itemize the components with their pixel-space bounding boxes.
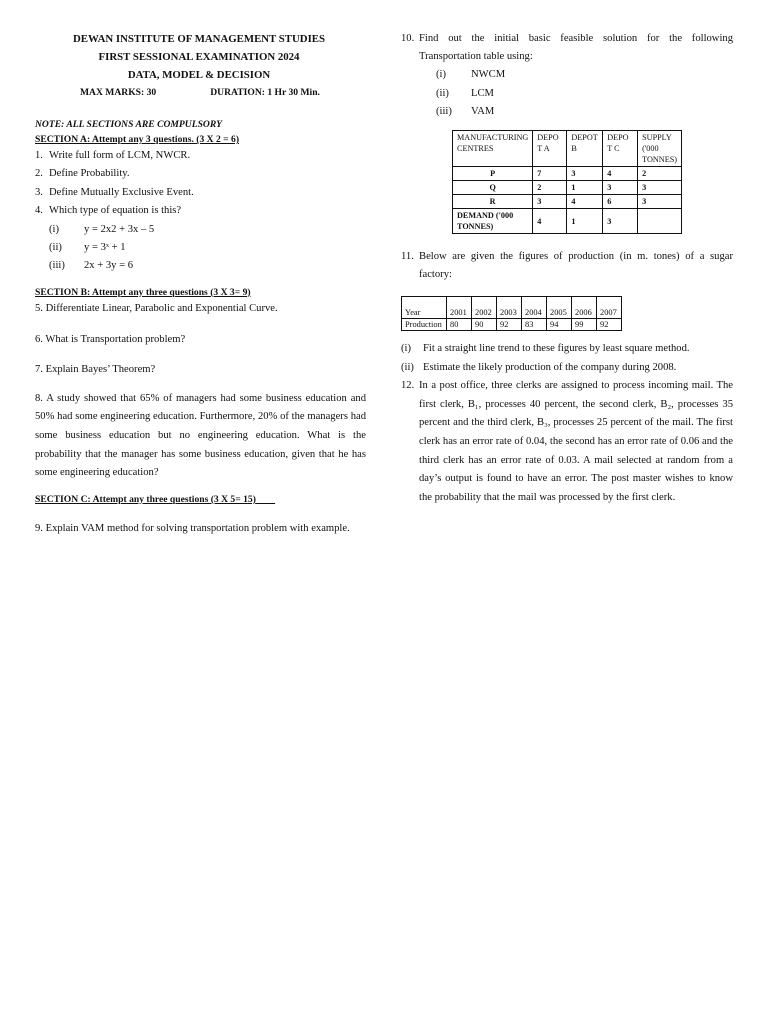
question-12: 12. In a post office, three clerks are assigned to process incoming mail. The first clerk, B₁, processes 40 percent, the second clerk, B₂, processes 35 percent and the third clerk, B₃, processes 25 percent of the mail. The first clerk has an error rate of 0.04, the second has an error rate of 0.06 and the third clerk has an error rate of 0.03. A mail selected at random from a day’s output is found to have an error. The post master wishes to know the probability that the mail was processed by the first clerk. (401, 380, 733, 503)
question-10-line-2: Transportation table using: (419, 51, 533, 63)
header-centres: MANUFACTURING CENTRES (453, 131, 533, 167)
demand-row: DEMAND ('000 TONNES) 4 1 3 (453, 209, 682, 234)
compulsory-note: NOTE: ALL SECTIONS ARE COMPULSORY (35, 119, 222, 130)
method-nwcm: (i) NWCM (436, 69, 506, 81)
question-8: 8. A study showed that 65% of managers had some business education and 50% had some engineering education. Furthermore, 20% of the managers had some business education but no engineering education. What is the probability that the manager has some business education, given that he has some engineering education? (35, 392, 366, 479)
section-c-title: SECTION C: Attempt any three questions (3 X 5= 15) (35, 493, 256, 505)
method-lcm: (ii) LCM (436, 87, 494, 99)
question-4-part-iii: (iii) 2x + 3y = 6 (49, 259, 134, 271)
institute-name: DEWAN INSTITUTE OF MANAGEMENT STUDIES (73, 33, 325, 45)
question-11: 11. Below are given the figures of production (in m. tones) of a sugar (401, 251, 733, 263)
subject-title: DATA, MODEL & DECISION (127, 69, 271, 81)
transportation-table (452, 130, 682, 234)
year-label: Year (402, 297, 447, 319)
table-header-row (453, 131, 682, 167)
table-row: P 7 3 4 2 (453, 167, 682, 181)
question-4: 4. Which type of equation is this? (35, 205, 182, 217)
marks-duration-row (35, 84, 366, 102)
question-2: 2. Define Probability. (35, 168, 130, 180)
table-row: Q 2 1 3 3 (453, 181, 682, 195)
duration: DURATION: 1 Hr 30 Min. (210, 87, 320, 98)
header-depot-b: DEPOT B (567, 131, 603, 167)
question-1: 1. Write full form of LCM, NWCR. (35, 150, 191, 161)
question-4-part-i: (i) y = 2x2 + 3x – 5 (49, 223, 155, 235)
method-vam: (iii) VAM (436, 105, 495, 117)
table-row: R 3 4 6 3 (453, 195, 682, 209)
question-11-line-2: factory: (419, 269, 452, 281)
question-11-part-i: (i) Fit a straight line trend to these figures by least square method. (401, 343, 690, 355)
header-depot-c: DEPO T C (603, 131, 638, 167)
exam-title: FIRST SESSIONAL EXAMINATION 2024 (98, 51, 300, 63)
question-10: 10. Find out the initial basic feasible solution for the following (401, 33, 733, 44)
header-supply: SUPPLY ('000 TONNES) (638, 131, 682, 167)
year-row: Year 2001 2002 2003 2004 2005 2006 2007 (402, 297, 622, 319)
right-column (401, 30, 733, 507)
question-4-part-ii: (ii) y = 3ˣ + 1 (49, 241, 126, 253)
question-5: 5. Differentiate Linear, Parabolic and Exponential Curve. (35, 302, 278, 314)
production-label: Production (402, 319, 447, 331)
question-7: 7. Explain Bayes’ Theorem? (35, 364, 156, 376)
question-11-part-ii: (ii) Estimate the likely production of the company during 2008. (401, 361, 677, 373)
question-9: 9. Explain VAM method for solving transportation problem with example. (35, 522, 350, 534)
max-marks: MAX MARKS: 30 (80, 87, 157, 98)
question-3: 3. Define Mutually Exclusive Event. (35, 186, 194, 198)
production-row: Production 80 90 92 83 94 99 92 (402, 319, 622, 331)
question-6: 6. What is Transportation problem? (35, 334, 186, 346)
header-depot-a: DEPO T A (533, 131, 567, 167)
section-b-title: SECTION B: Attempt any three questions (3 X 3= 9) (35, 286, 251, 298)
left-column (35, 30, 366, 538)
demand-label: DEMAND ('000 TONNES) (453, 209, 533, 234)
production-table (401, 296, 622, 331)
section-a-title: SECTION A: Attempt any 3 questions. (3 X 2 = 6) (35, 134, 240, 145)
